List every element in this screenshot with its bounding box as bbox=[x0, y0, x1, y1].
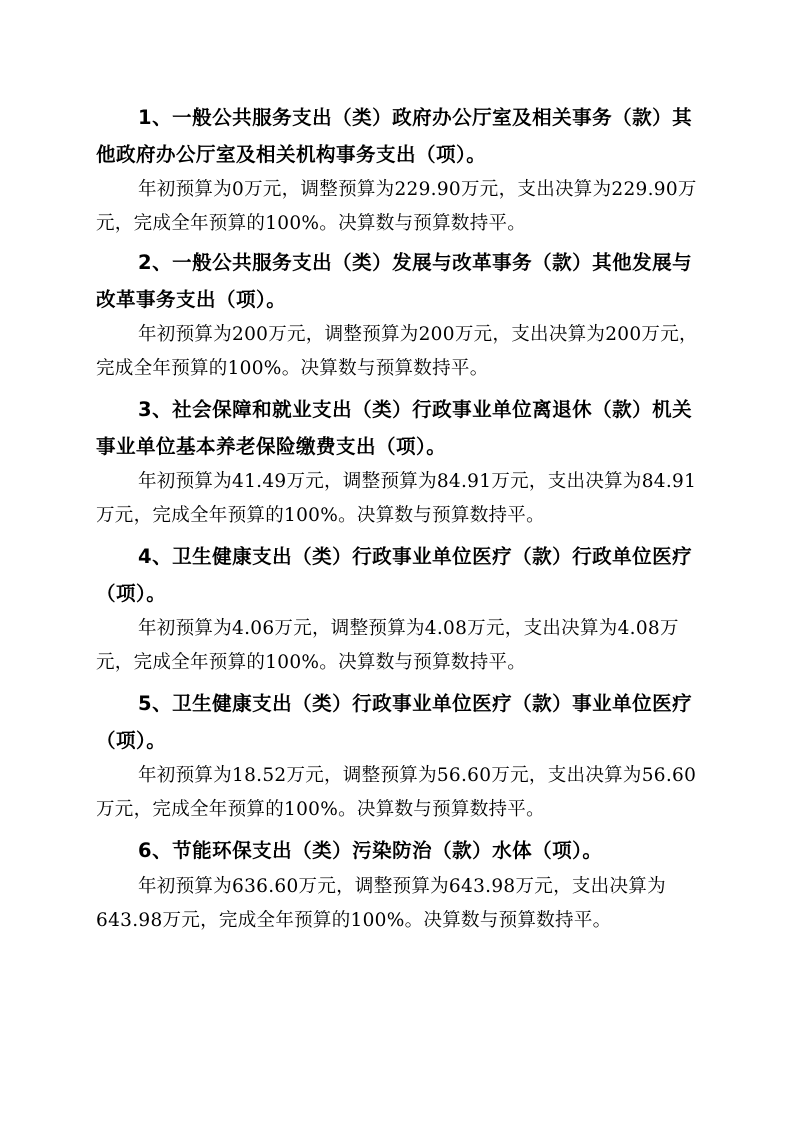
section-heading: 4、卫生健康支出（类）行政事业单位医疗（款）行政单位医疗（项）。 bbox=[96, 545, 693, 605]
section-paragraph: 年初预算为18.52万元，调整预算为56.60万元，支出决算为56.60万元，完成全年预算的100%。决算数与预算数持平。 bbox=[96, 765, 697, 820]
section-heading: 1、一般公共服务支出（类）政府办公厅室及相关事务（款）其他政府办公厅室及相关机构事务支出（项）。 bbox=[96, 106, 693, 166]
section-2 bbox=[96, 245, 699, 386]
section-1 bbox=[96, 100, 699, 241]
section-heading: 6、节能环保支出（类）污染防治（款）水体（项）。 bbox=[138, 839, 603, 862]
section-paragraph: 年初预算为200万元，调整预算为200万元，支出决算为200万元，完成全年预算的100%。决算数与预算数持平。 bbox=[96, 324, 698, 379]
document-body bbox=[96, 100, 699, 944]
section-4 bbox=[96, 539, 699, 680]
section-3 bbox=[96, 392, 699, 533]
section-paragraph: 年初预算为0万元，调整预算为229.90万元，支出决算为229.90万元，完成全年预算的100%。决算数与预算数持平。 bbox=[96, 179, 697, 234]
section-paragraph: 年初预算为4.06万元，调整预算为4.08万元，支出决算为4.08万元，完成全年预算的100%。决算数与预算数持平。 bbox=[96, 618, 679, 673]
section-heading: 5、卫生健康支出（类）行政事业单位医疗（款）事业单位医疗（项）。 bbox=[96, 692, 693, 752]
section-5 bbox=[96, 686, 699, 827]
section-heading: 2、一般公共服务支出（类）发展与改革事务（款）其他发展与改革事务支出（项）。 bbox=[96, 251, 693, 311]
section-paragraph: 年初预算为636.60万元，调整预算为643.98万元，支出决算为643.98万元，完成全年预算的100%。决算数与预算数持平。 bbox=[96, 875, 666, 931]
section-6 bbox=[96, 833, 699, 938]
section-heading: 3、社会保障和就业支出（类）行政事业单位离退休（款）机关事业单位基本养老保险缴费支出（项）。 bbox=[96, 398, 693, 458]
section-paragraph: 年初预算为41.49万元，调整预算为84.91万元，支出决算为84.91万元，完成全年预算的100%。决算数与预算数持平。 bbox=[96, 471, 697, 526]
